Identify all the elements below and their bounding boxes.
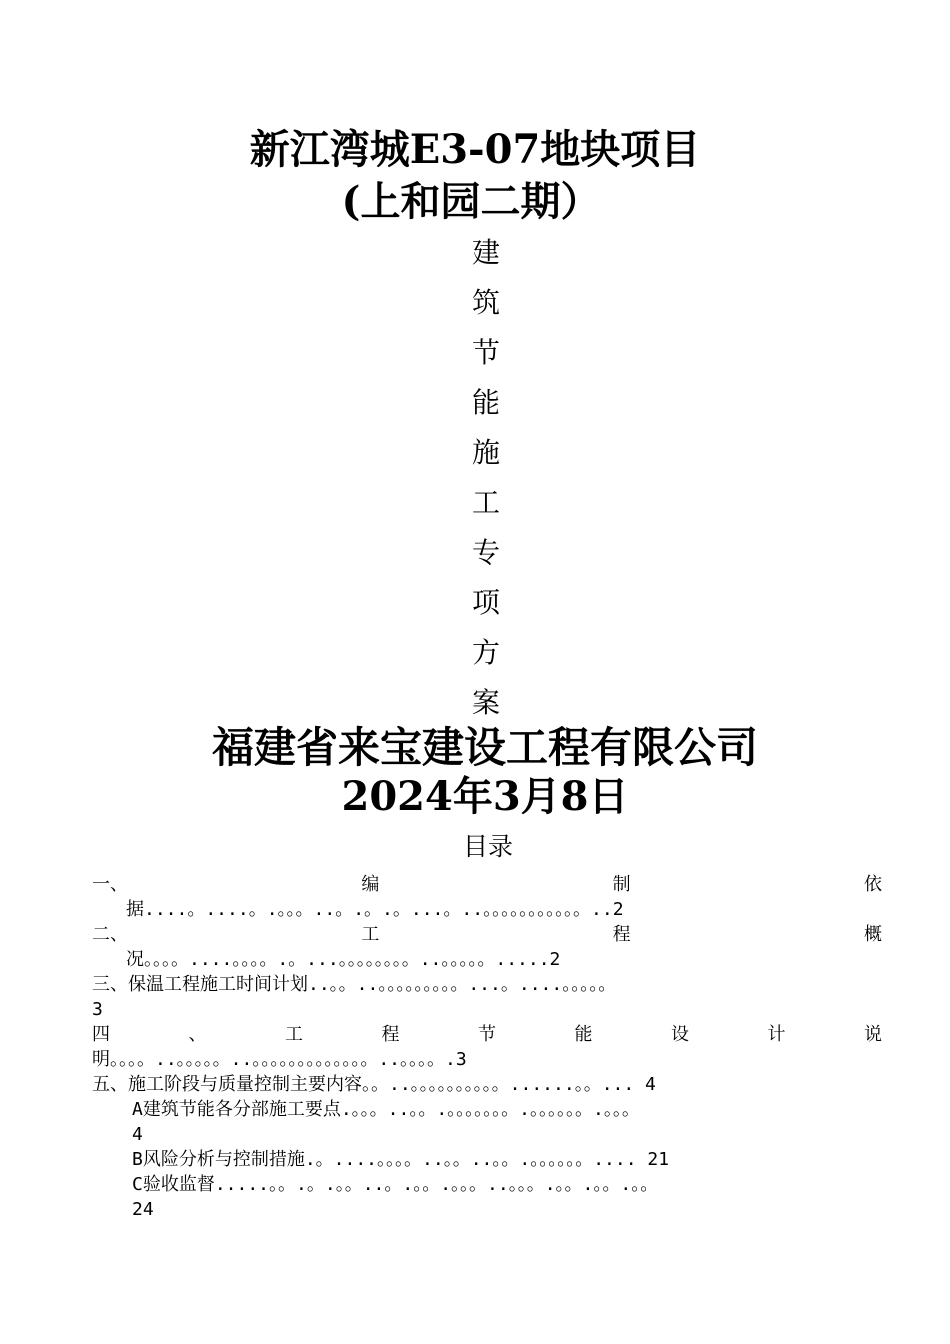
title-char: 筑 <box>471 286 500 319</box>
toc-entry-2[interactable] <box>92 922 882 947</box>
toc-entry-5a-page: 4 <box>132 1124 143 1145</box>
toc-entry-2-leader: 况。。。。....。。。。.。...。。。。。。。。..。。。。。.....2 <box>126 949 561 970</box>
toc-entry-5a[interactable]: A建筑节能各分部施工要点.。。。..。。.。。。。。。。.。。。。。。.。。。 <box>132 1099 640 1120</box>
toc-text: 计 <box>767 1024 786 1045</box>
toc-entry-5b[interactable]: B风险分析与控制措施.。....。。。。..。。..。。.。。。。。。.... 21 <box>132 1149 670 1170</box>
toc-text: 一、 <box>92 874 128 895</box>
toc-text: 工 <box>285 1024 303 1045</box>
toc-entry-3[interactable]: 三、保温工程施工时间计划..。。..。。。。。。。。。...。....。。。。。 <box>92 974 617 995</box>
toc-entry-5c-page: 24 <box>132 1199 154 1220</box>
title-char: 建 <box>471 236 500 269</box>
toc-entry-1-leader: 据....。....。.。。。..。.。.。...。..。。。。。。。。。。。..2 <box>126 899 624 920</box>
vertical-document-title <box>466 228 506 728</box>
toc-entry-3-page: 3 <box>92 999 103 1020</box>
toc-text: 编 <box>361 874 380 895</box>
title-char: 方 <box>471 636 500 669</box>
toc-text: 设 <box>671 1024 689 1045</box>
title-char: 项 <box>471 586 500 619</box>
toc-heading: 目录 <box>462 832 513 861</box>
toc-text: 、 <box>188 1024 207 1045</box>
toc-text: 程 <box>381 1024 400 1045</box>
toc-entry-1[interactable] <box>92 872 882 897</box>
toc-text: 能 <box>574 1024 593 1045</box>
project-subtitle: (上和园二期） <box>341 178 601 225</box>
title-char: 工 <box>471 486 500 519</box>
title-char: 案 <box>471 686 500 719</box>
toc-text: 四 <box>92 1024 110 1045</box>
toc-text: 依 <box>863 874 882 895</box>
toc-text: 二、 <box>92 924 128 945</box>
title-char: 施 <box>471 436 500 469</box>
title-char: 专 <box>471 536 500 569</box>
title-char: 节 <box>471 336 500 369</box>
toc-entry-4[interactable] <box>92 1022 882 1047</box>
toc-entry-5[interactable]: 五、施工阶段与质量控制主要内容。。..。。。。。。。。。。......。。... 4 <box>92 1074 656 1095</box>
toc-text: 工 <box>361 924 380 945</box>
document-date: 2024年3月8日 <box>341 773 629 820</box>
project-title: 新江湾城E3-07地块项目 <box>249 126 701 173</box>
toc-entry-4-leader: 明。。。。..。。。。。..。。。。。。。。。。。。。..。。。。.3 <box>92 1049 467 1070</box>
title-char: 能 <box>471 386 500 419</box>
toc-text: 说 <box>864 1024 882 1045</box>
company-name: 福建省来宝建设工程有限公司 <box>211 723 758 772</box>
toc-text: 程 <box>612 924 631 945</box>
toc-text: 概 <box>863 924 882 945</box>
toc-text: 制 <box>612 874 631 895</box>
toc-entry-5c[interactable]: C验收监督.....。。.。.。。..。.。。.。。。..。。。.。。.。。.。。 <box>132 1174 659 1195</box>
toc-text: 节 <box>478 1024 496 1045</box>
